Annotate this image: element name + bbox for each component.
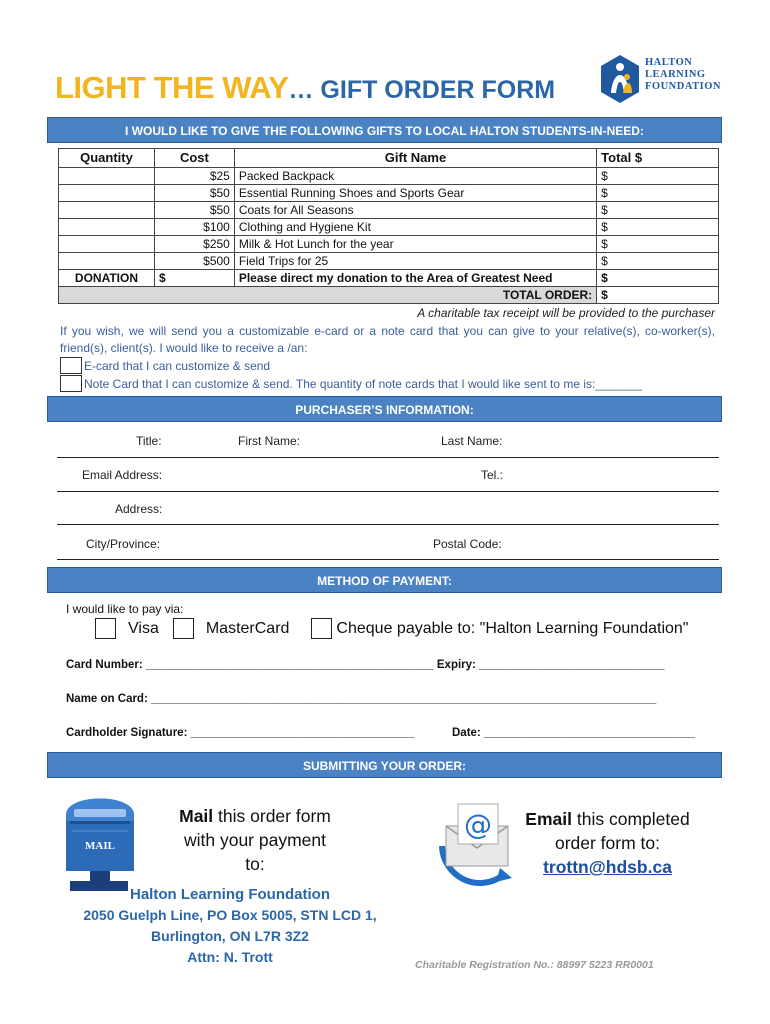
ecard-checkbox[interactable]: [60, 357, 82, 374]
total-cell[interactable]: $: [597, 185, 719, 202]
mail-line-2: with your payment: [183, 830, 326, 850]
title-gift-order-form: … GIFT ORDER FORM: [288, 76, 556, 104]
notecard-option-label: Note Card that I can customize & send. The quantity of note cards that I would like sent to me is:_______: [84, 376, 643, 391]
email-instructions: [505, 807, 710, 879]
total-cell[interactable]: $: [597, 202, 719, 219]
cost-cell: $250: [154, 236, 234, 253]
visa-label: Visa: [128, 619, 159, 637]
mail-line-3: to:: [245, 854, 265, 874]
donation-total-cell[interactable]: $: [597, 270, 719, 287]
cheque-checkbox[interactable]: [311, 618, 332, 639]
city-input-line[interactable]: [57, 559, 719, 560]
logo-hexagon-icon: [598, 53, 642, 105]
total-cell[interactable]: $: [597, 168, 719, 185]
visa-checkbox[interactable]: [95, 618, 116, 639]
email-line-2: order form to:: [554, 833, 661, 853]
quantity-input[interactable]: [59, 219, 155, 236]
donation-description: Please direct my donation to the Area of Greatest Need: [234, 270, 596, 287]
title-label: Title:: [136, 434, 162, 448]
mailing-address: [60, 884, 400, 968]
mastercard-label: MasterCard: [205, 619, 290, 637]
gift-name-cell: Field Trips for 25: [234, 253, 596, 270]
table-row: [59, 236, 719, 253]
header-gift-name: Gift Name: [234, 149, 596, 168]
section-header-payment: METHOD OF PAYMENT:: [47, 567, 722, 593]
mailbox-icon: [60, 785, 140, 895]
logo-line-1: HALTON: [645, 57, 693, 68]
address-label: Address:: [115, 502, 163, 516]
total-order-value[interactable]: $: [597, 287, 719, 304]
header-total: Total $: [597, 149, 719, 168]
mail-instructions: [155, 804, 355, 876]
section-header-purchaser: PURCHASER’S INFORMATION:: [47, 396, 722, 422]
mastercard-checkbox[interactable]: [173, 618, 194, 639]
mailbox-label: MAIL: [85, 840, 115, 852]
quantity-input[interactable]: [59, 236, 155, 253]
header-cost: Cost: [154, 149, 234, 168]
pay-via-label: I would like to pay via:: [66, 602, 184, 616]
email-label: Email Address:: [82, 468, 163, 482]
gift-name-cell: Essential Running Shoes and Sports Gear: [234, 185, 596, 202]
cheque-label: Cheque payable to: "Halton Learning Foundation": [336, 619, 689, 637]
gift-name-cell: Coats for All Seasons: [234, 202, 596, 219]
email-input-line[interactable]: [57, 491, 719, 492]
cost-cell: $50: [154, 202, 234, 219]
table-row: [59, 202, 719, 219]
total-order-label: TOTAL ORDER:: [59, 287, 597, 304]
email-address-link[interactable]: trottn@hdsb.ca: [543, 857, 672, 877]
gift-name-cell: Packed Backpack: [234, 168, 596, 185]
email-line-1: this completed: [572, 809, 690, 829]
mail-bold: Mail: [179, 806, 214, 826]
total-order-row: [59, 287, 719, 304]
cost-cell: $500: [154, 253, 234, 270]
first-name-label: First Name:: [238, 434, 301, 448]
total-cell[interactable]: $: [597, 236, 719, 253]
donation-row: [59, 270, 719, 287]
card-number-field[interactable]: Card Number: _____________________________________________ Expiry: _____________________________: [66, 659, 665, 671]
cost-cell: $50: [154, 185, 234, 202]
email-bold: Email: [525, 809, 572, 829]
signature-field[interactable]: Cardholder Signature: ___________________________________: [66, 727, 415, 739]
donation-label: DONATION: [59, 270, 155, 287]
logo-text: [645, 57, 721, 93]
last-name-label: Last Name:: [441, 434, 503, 448]
org-attention: Attn: N. Trott: [187, 949, 273, 965]
notecard-option: [60, 375, 642, 392]
name-on-card-field[interactable]: Name on Card: _______________________________________________________________________________: [66, 693, 657, 705]
section-header-submitting: SUBMITTING YOUR ORDER:: [47, 752, 722, 778]
payment-options: [95, 618, 702, 639]
table-row: [59, 168, 719, 185]
notecard-checkbox[interactable]: [60, 375, 82, 392]
logo-line-2: LEARNING: [645, 69, 706, 80]
halton-learning-foundation-logo: [598, 53, 728, 105]
svg-text:@: @: [464, 808, 492, 841]
tax-receipt-note: A charitable tax receipt will be provided to the purchaser: [417, 306, 715, 320]
tel-label: Tel.:: [481, 468, 504, 482]
title-light-the-way: LIGHT THE WAY: [55, 70, 289, 105]
logo-line-3: FOUNDATION: [645, 81, 721, 92]
table-row: [59, 219, 719, 236]
table-header-row: [59, 149, 719, 168]
mail-line-1: this order form: [213, 806, 331, 826]
charitable-registration: Charitable Registration No.: 88997 5223 RR0001: [415, 959, 654, 971]
org-name: Halton Learning Foundation: [130, 886, 330, 903]
table-row: [59, 253, 719, 270]
cost-cell: $25: [154, 168, 234, 185]
gift-name-cell: Clothing and Hygiene Kit: [234, 219, 596, 236]
gift-table: [58, 148, 719, 304]
ecard-option-label: E-card that I can customize & send: [84, 358, 271, 373]
org-address-line-1: 2050 Guelph Line, PO Box 5005, STN LCD 1,: [83, 907, 377, 923]
city-label: City/Province:: [86, 537, 161, 551]
ecard-option: [60, 357, 270, 374]
postal-code-label: Postal Code:: [433, 537, 502, 551]
total-cell[interactable]: $: [597, 253, 719, 270]
quantity-input[interactable]: [59, 185, 155, 202]
form-title: [55, 70, 555, 106]
ecard-paragraph: If you wish, we will send you a customizable e-card or a note card that you can give to your relative(s), co-worker(s), friend(s), client(s). I would like to receive a /an:: [60, 324, 715, 355]
header-quantity: Quantity: [59, 149, 155, 168]
date-field[interactable]: Date: _________________________________: [452, 727, 696, 739]
quantity-input[interactable]: [59, 253, 155, 270]
org-address-line-2: Burlington, ON L7R 3Z2: [151, 928, 309, 944]
section-header-gifts: I WOULD LIKE TO GIVE THE FOLLOWING GIFTS TO LOCAL HALTON STUDENTS-IN-NEED:: [47, 117, 722, 143]
quantity-input[interactable]: [59, 202, 155, 219]
quantity-input[interactable]: [59, 168, 155, 185]
cost-cell: $100: [154, 219, 234, 236]
gift-name-cell: Milk & Hot Lunch for the year: [234, 236, 596, 253]
address-input-line[interactable]: [57, 524, 719, 525]
total-cell[interactable]: $: [597, 219, 719, 236]
name-input-line[interactable]: [57, 457, 719, 458]
table-row: [59, 185, 719, 202]
donation-amount-input[interactable]: $: [154, 270, 234, 287]
